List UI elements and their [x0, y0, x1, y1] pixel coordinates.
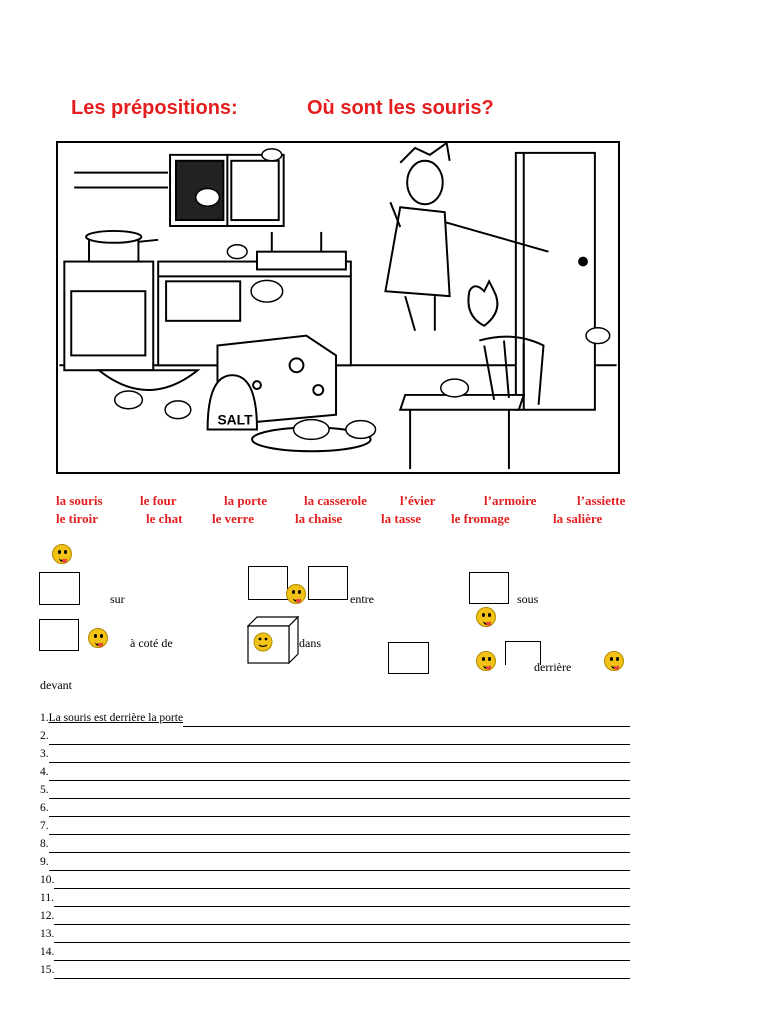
- line-number: 14.: [40, 946, 55, 958]
- exercise-line[interactable]: [40, 784, 630, 800]
- answer-underline: [49, 834, 630, 835]
- box-devant: [388, 642, 429, 674]
- exercise-line[interactable]: [40, 964, 630, 980]
- vocab-la-chaise: la chaise: [295, 511, 343, 526]
- label-dans: dans: [299, 636, 321, 650]
- answer-underline: [54, 888, 630, 889]
- smiley-icon: [286, 584, 306, 604]
- exercise-line[interactable]: [40, 748, 630, 764]
- salt-label: SALT: [217, 411, 253, 428]
- line-number: 12.: [40, 910, 55, 922]
- label-sur: sur: [110, 592, 125, 606]
- page-title-right: Où sont les souris?: [307, 97, 494, 119]
- vocab-le-fromage: le fromage: [451, 511, 510, 526]
- answer-underline: [183, 726, 630, 727]
- line-number: 11.: [40, 892, 54, 904]
- line-number: 8.: [40, 838, 49, 850]
- answer-underline: [49, 852, 630, 853]
- smiley-icon: [476, 651, 496, 671]
- label-a-cote-de: à coté de: [130, 636, 173, 650]
- answer-underline: [49, 744, 630, 745]
- line-number: 10.: [40, 874, 55, 886]
- cube-icon: [247, 616, 299, 664]
- answer-underline: [54, 942, 630, 943]
- answer-underline: [54, 906, 630, 907]
- exercise-line[interactable]: [40, 838, 630, 854]
- kitchen-illustration: [56, 141, 620, 474]
- exercise-line[interactable]: [40, 892, 630, 908]
- answer-underline: [49, 870, 630, 871]
- smiley-icon: [88, 628, 108, 648]
- answer-underline: [54, 978, 630, 979]
- line-answer: La souris est derrière la porte: [48, 712, 184, 724]
- vocab-la-tasse: la tasse: [381, 511, 422, 526]
- line-number: 13.: [40, 928, 55, 940]
- answer-underline: [49, 816, 630, 817]
- line-number: 4.: [40, 766, 49, 778]
- exercise-line[interactable]: [40, 910, 630, 926]
- line-number: 1.: [40, 712, 49, 724]
- page-title-left: Les prépositions:: [71, 97, 238, 119]
- vocab-l-evier: l’évier: [400, 493, 436, 508]
- box-a-cote-de: [39, 619, 79, 651]
- label-sous: sous: [517, 592, 539, 606]
- exercise-line[interactable]: [40, 712, 630, 728]
- vocab-la-souris: la souris: [56, 493, 103, 508]
- line-number: 15.: [40, 964, 55, 976]
- line-number: 7.: [40, 820, 49, 832]
- exercise-line[interactable]: [40, 946, 630, 962]
- box-entre-left: [248, 566, 288, 600]
- box-sur: [39, 572, 80, 605]
- answer-underline: [49, 780, 630, 781]
- line-number: 2.: [40, 730, 49, 742]
- vocab-la-saliere: la salière: [553, 511, 603, 526]
- box-sous: [469, 572, 509, 604]
- line-number: 6.: [40, 802, 49, 814]
- line-number: 3.: [40, 748, 49, 760]
- vocab-l-assiette: l’assiette: [577, 493, 626, 508]
- answer-underline: [54, 924, 630, 925]
- exercise-line[interactable]: [40, 874, 630, 890]
- box-entre-right: [308, 566, 348, 600]
- label-devant: devant: [40, 678, 72, 692]
- exercise-line[interactable]: [40, 820, 630, 836]
- vocab-le-chat: le chat: [146, 511, 183, 526]
- label-derriere: derrière: [534, 660, 572, 674]
- vocab-la-porte: la porte: [224, 493, 267, 508]
- label-entre: entre: [350, 592, 374, 606]
- vocab-le-four: le four: [140, 493, 177, 508]
- exercise-line[interactable]: [40, 766, 630, 782]
- exercise-line[interactable]: [40, 730, 630, 746]
- smiley-icon: [604, 651, 624, 671]
- vocab-le-verre: le verre: [212, 511, 254, 526]
- vocab-la-casserole: la casserole: [304, 493, 367, 508]
- answer-underline: [54, 960, 630, 961]
- exercise-line[interactable]: [40, 802, 630, 818]
- smiley-icon: [52, 544, 72, 564]
- smiley-icon: [476, 607, 496, 627]
- vocab-l-armoire: l’armoire: [484, 493, 537, 508]
- exercise-line[interactable]: [40, 856, 630, 872]
- exercise-line[interactable]: [40, 928, 630, 944]
- line-number: 5.: [40, 784, 49, 796]
- line-number: 9.: [40, 856, 49, 868]
- answer-underline: [49, 798, 630, 799]
- vocab-le-tiroir: le tiroir: [56, 511, 98, 526]
- answer-underline: [49, 762, 630, 763]
